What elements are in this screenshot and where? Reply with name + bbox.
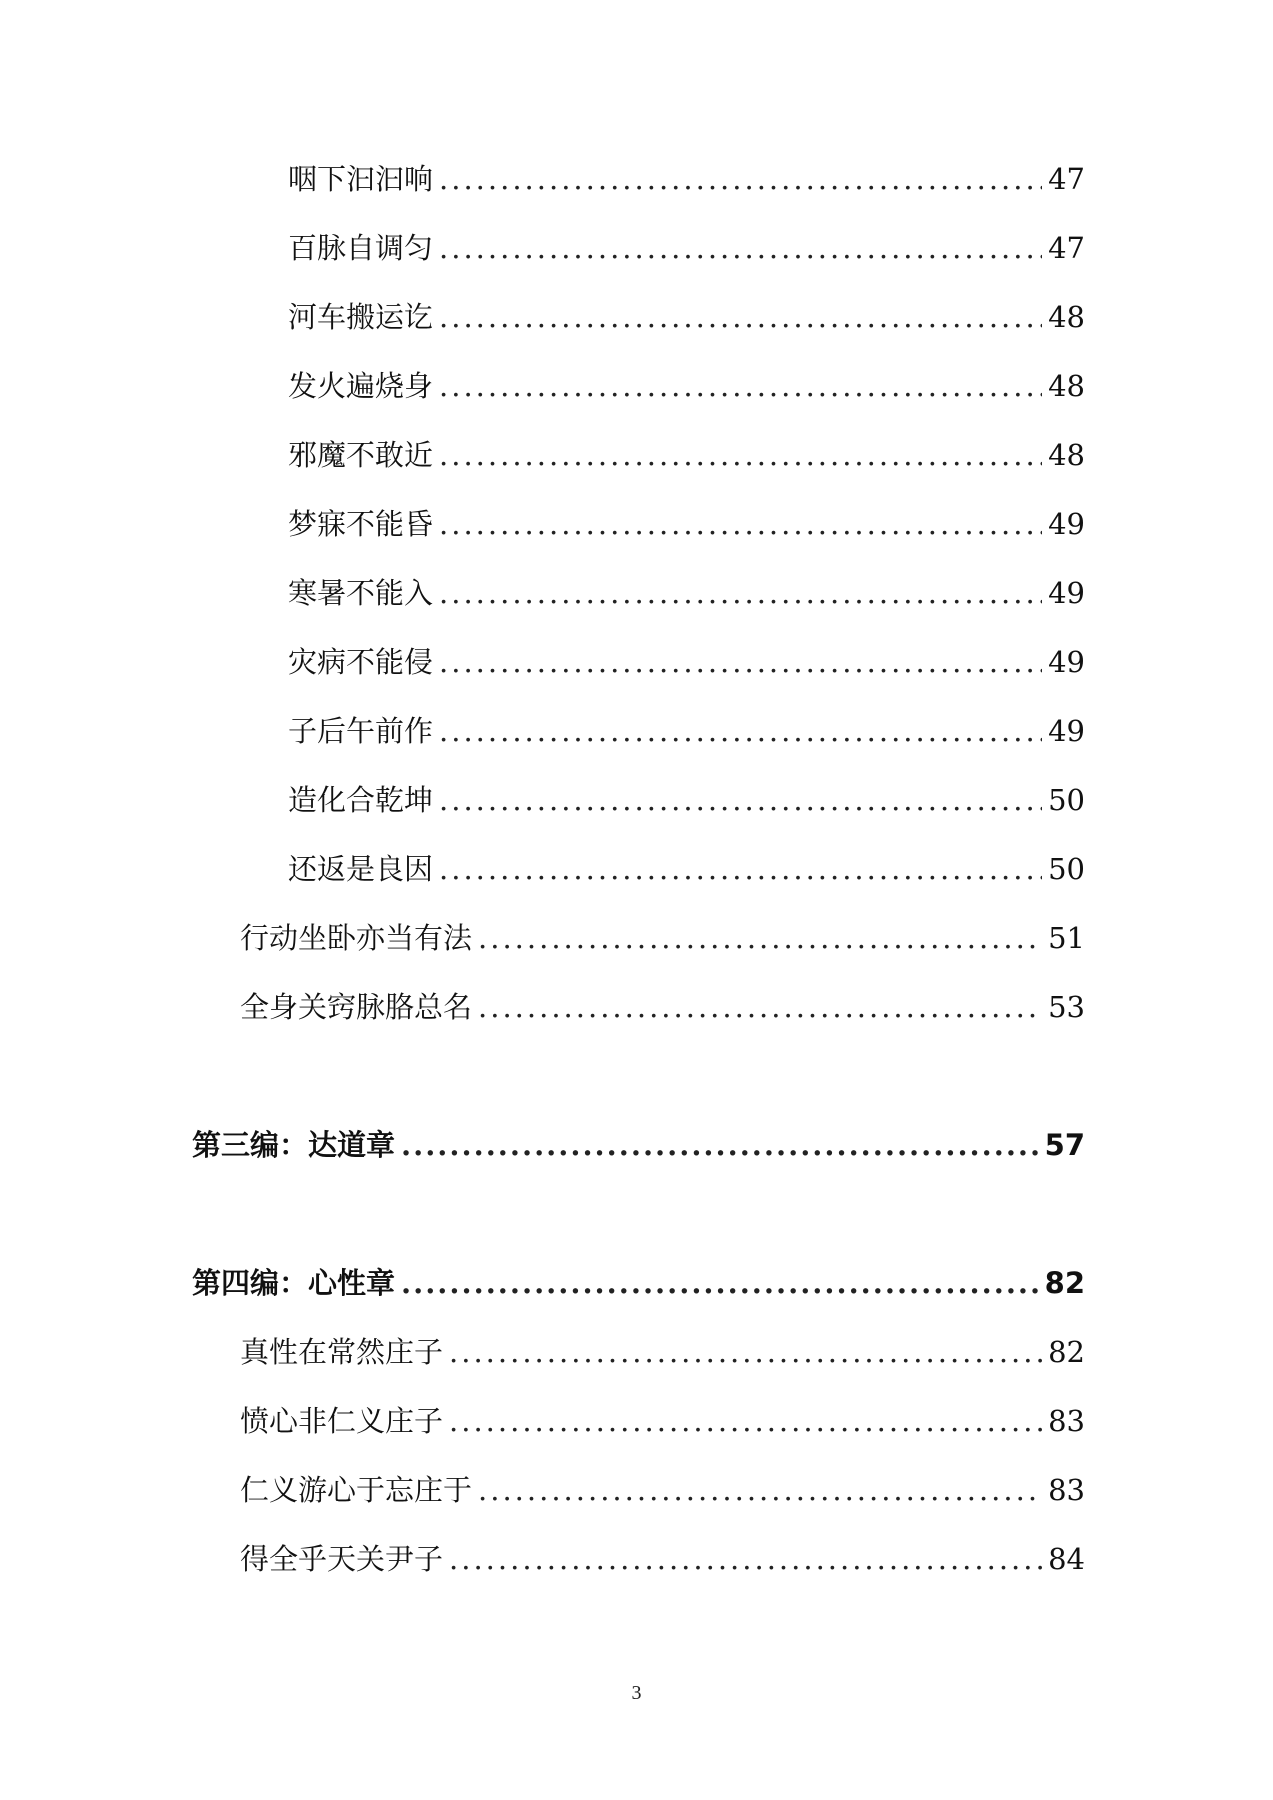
toc-chapter-title: 第三编：达道章 xyxy=(192,1128,396,1162)
toc-entry[interactable] xyxy=(288,294,1085,340)
page-number: 3 xyxy=(631,1682,642,1704)
toc-entry[interactable] xyxy=(288,846,1085,892)
toc-entry-page: 49 xyxy=(1048,507,1085,541)
toc-entry-title: 灾病不能侵 xyxy=(288,645,434,679)
toc-entry-title: 全身关窍脉胳总名 xyxy=(240,990,473,1024)
toc-entry-page: 49 xyxy=(1048,714,1085,748)
toc-entry-page: 49 xyxy=(1048,576,1085,610)
toc-dot-leader xyxy=(478,1467,1042,1513)
toc-entry-page: 84 xyxy=(1048,1542,1085,1576)
toc-entry[interactable] xyxy=(288,708,1085,754)
toc-entry[interactable] xyxy=(288,639,1085,685)
toc-dot-leader xyxy=(439,363,1042,409)
toc-entry-title: 发火遍烧身 xyxy=(288,369,434,403)
toc-entry-page: 48 xyxy=(1048,438,1085,472)
toc-entry-title: 得全乎天关尹子 xyxy=(240,1542,444,1576)
toc-dot-leader xyxy=(449,1329,1042,1375)
toc-entry[interactable] xyxy=(288,225,1085,271)
toc-entry-title: 寒暑不能入 xyxy=(288,576,434,610)
toc-entry[interactable] xyxy=(288,570,1085,616)
toc-entry-title: 造化合乾坤 xyxy=(288,783,434,817)
toc-entry[interactable] xyxy=(288,156,1085,202)
toc-entry-title: 行动坐卧亦当有法 xyxy=(240,921,473,955)
toc-entry-page: 82 xyxy=(1044,1266,1085,1300)
toc-dot-leader xyxy=(439,846,1042,892)
toc-entry-page: 48 xyxy=(1048,369,1085,403)
toc-dot-leader xyxy=(449,1536,1042,1582)
toc-entry-page: 49 xyxy=(1048,645,1085,679)
toc-chapter-entry[interactable] xyxy=(192,1122,1085,1168)
toc-entry-page: 57 xyxy=(1044,1128,1085,1162)
toc-entry-title: 梦寐不能昏 xyxy=(288,507,434,541)
toc-dot-leader xyxy=(439,225,1042,271)
toc-dot-leader xyxy=(449,1398,1042,1444)
toc-entry-title: 百脉自调匀 xyxy=(288,231,434,265)
toc-dot-leader xyxy=(439,156,1042,202)
toc-dot-leader xyxy=(478,984,1042,1030)
toc-entry-title: 河车搬运讫 xyxy=(288,300,434,334)
toc-entry-title: 咽下汩汩响 xyxy=(288,162,434,196)
toc-entry-title: 子后午前作 xyxy=(288,714,434,748)
toc-entry-title: 愤心非仁义庄子 xyxy=(240,1404,444,1438)
toc-chapter-title: 第四编：心性章 xyxy=(192,1266,396,1300)
toc-dot-leader xyxy=(478,915,1042,961)
toc-dot-leader xyxy=(439,570,1042,616)
toc-entry-title: 邪魔不敢近 xyxy=(288,438,434,472)
toc-entry[interactable] xyxy=(240,984,1085,1030)
toc-dot-leader xyxy=(439,639,1042,685)
toc-chapter-entry[interactable] xyxy=(192,1260,1085,1306)
toc-entry-page: 48 xyxy=(1048,300,1085,334)
toc-entry-page: 50 xyxy=(1048,783,1085,817)
toc-entry-page: 47 xyxy=(1048,162,1085,196)
toc-entry-title: 还返是良因 xyxy=(288,852,434,886)
toc-entry[interactable] xyxy=(288,432,1085,478)
toc-entry[interactable] xyxy=(240,1398,1085,1444)
toc-dot-leader xyxy=(439,708,1042,754)
toc-entry-page: 53 xyxy=(1048,990,1085,1024)
toc-entry[interactable] xyxy=(288,777,1085,823)
toc-entry[interactable] xyxy=(240,1329,1085,1375)
toc-entry-page: 83 xyxy=(1048,1473,1085,1507)
toc-entry[interactable] xyxy=(240,1536,1085,1582)
toc-entry-title: 真性在常然庄子 xyxy=(240,1335,444,1369)
toc-entry-title: 仁义游心于忘庄于 xyxy=(240,1473,473,1507)
toc-dot-leader xyxy=(439,777,1042,823)
toc-dot-leader xyxy=(439,501,1042,547)
toc-entry-page: 83 xyxy=(1048,1404,1085,1438)
toc-entry-page: 50 xyxy=(1048,852,1085,886)
toc-dot-leader xyxy=(439,294,1042,340)
toc-entry-page: 82 xyxy=(1048,1335,1085,1369)
toc-entry[interactable] xyxy=(240,1467,1085,1513)
toc-dot-leader xyxy=(401,1260,1039,1306)
toc-dot-leader xyxy=(439,432,1042,478)
toc-entry-page: 51 xyxy=(1048,921,1085,955)
toc-dot-leader xyxy=(401,1122,1039,1168)
toc-entry[interactable] xyxy=(288,363,1085,409)
toc-entry[interactable] xyxy=(240,915,1085,961)
toc-entry[interactable] xyxy=(288,501,1085,547)
toc-entry-page: 47 xyxy=(1048,231,1085,265)
